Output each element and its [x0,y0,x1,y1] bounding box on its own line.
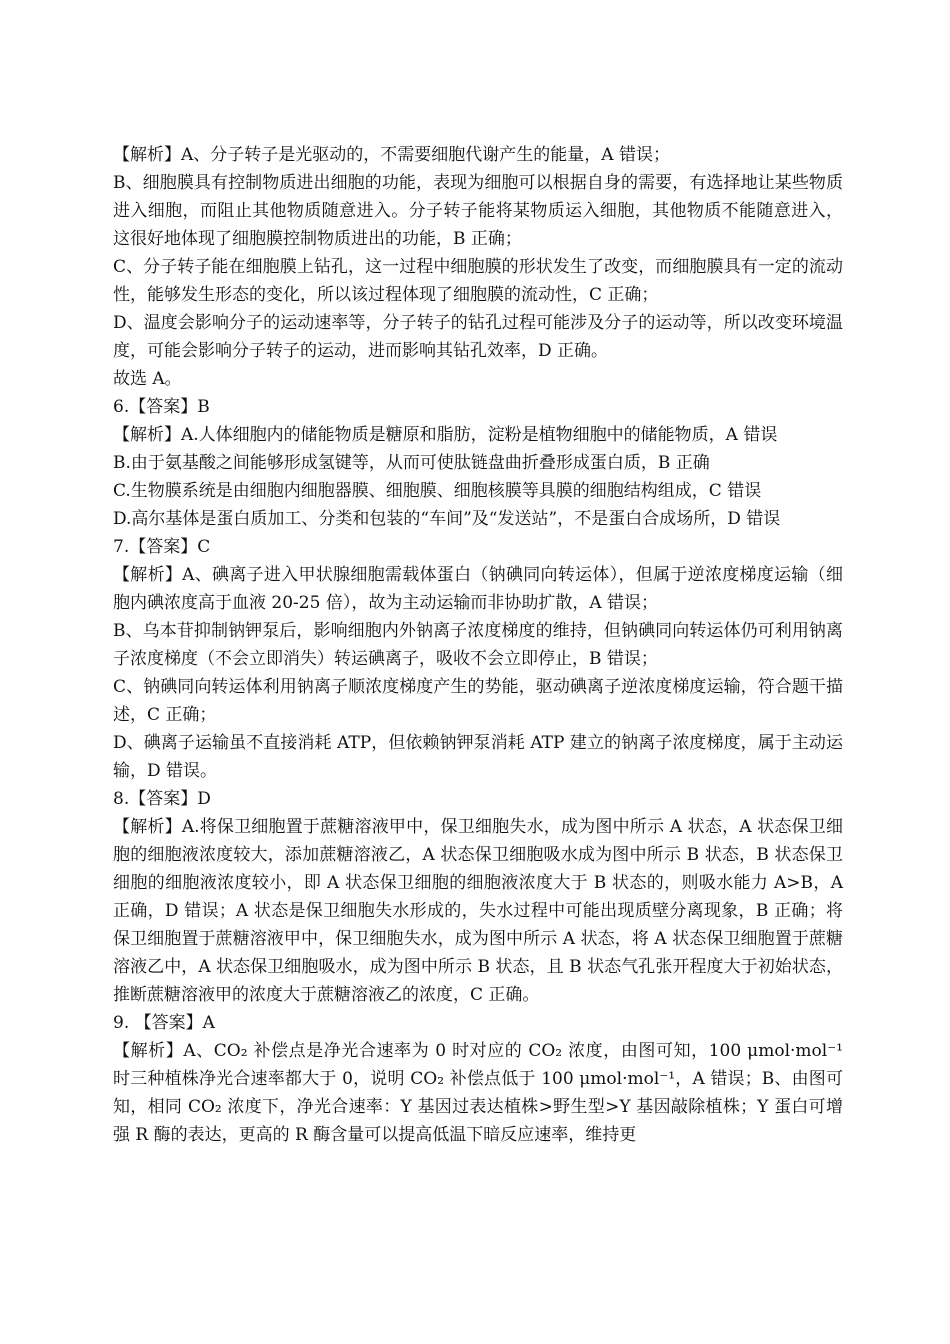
paragraph: D、温度会影响分子的运动速率等，分子转子的钻孔过程可能涉及分子的运动等，所以改变环境温度，可能会影响分子转子的运动，进而影响其钻孔效率，D 正确。 [113,313,843,361]
paragraph: 故选 A。 [113,369,182,389]
paragraph: 【解析】A、CO₂ 补偿点是净光合速率为 0 时对应的 CO₂ 浓度，由图可知，100 μmol·mol⁻¹ 时三种植株净光合速率都大于 0，说明 CO₂ 补偿点低于 100 μmol·mol⁻¹，A 错误；B、由图可知，相同 CO₂ 浓度下，净光合速率：Y 基因过表达植株>野生型>Y 基因敲除植株；Y 蛋白可增强 R 酶的表达，更高的 R 酶含量可以提高低温下暗反应速率，维持更 [113,1041,843,1145]
question-8-answer: 8.【答案】D [113,789,211,809]
paragraph: D、碘离子运输虽不直接消耗 ATP，但依赖钠钾泵消耗 ATP 建立的钠离子浓度梯度，属于主动运输，D 错误。 [113,733,843,781]
question-7-answer: 7.【答案】C [113,537,211,557]
paragraph: B.由于氨基酸之间能够形成氢键等，从而可使肽链盘曲折叠形成蛋白质，B 正确 [113,453,710,473]
paragraph: 【解析】A、分子转子是光驱动的，不需要细胞代谢产生的能量，A 错误； [113,145,670,165]
paragraph: B、乌本苷抑制钠钾泵后，影响细胞内外钠离子浓度梯度的维持，但钠碘同向转运体仍可利用钠离子浓度梯度（不会立即消失）转运碘离子，吸收不会立即停止，B 错误； [113,621,843,669]
paragraph: C.生物膜系统是由细胞内细胞器膜、细胞膜、细胞核膜等具膜的细胞结构组成，C 错误 [113,481,762,501]
paragraph: 【解析】A.人体细胞内的储能物质是糖原和脂肪，淀粉是植物细胞中的储能物质，A 错误 [113,425,778,445]
paragraph: C、钠碘同向转运体利用钠离子顺浓度梯度产生的势能，驱动碘离子逆浓度梯度运输，符合题干描述，C 正确； [113,677,843,725]
paragraph: 【解析】A、碘离子进入甲状腺细胞需载体蛋白（钠碘同向转运体），但属于逆浓度梯度运输（细胞内碘浓度高于血液 20-25 倍），故为主动运输而非协助扩散，A 错误； [113,565,843,613]
question-9-answer: 9. 【答案】A [113,1013,215,1033]
paragraph: D.高尔基体是蛋白质加工、分类和包装的“车间”及“发送站”，不是蛋白合成场所，D 错误 [113,509,781,529]
question-6-answer: 6.【答案】B [113,397,210,417]
answer-explanation-text [113,141,843,1149]
paragraph: B、细胞膜具有控制物质进出细胞的功能，表现为细胞可以根据自身的需要，有选择地让某些物质进入细胞，而阻止其他物质随意进入。分子转子能将某物质运入细胞，其他物质不能随意进入，这很好地体现了细胞膜控制物质进出的功能，B 正确； [113,173,843,249]
paragraph: C、分子转子能在细胞膜上钻孔，这一过程中细胞膜的形状发生了改变，而细胞膜具有一定的流动性，能够发生形态的变化，所以该过程体现了细胞膜的流动性，C 正确； [113,257,843,305]
paragraph: 【解析】A.将保卫细胞置于蔗糖溶液甲中，保卫细胞失水，成为图中所示 A 状态，A 状态保卫细胞的细胞液浓度较大，添加蔗糖溶液乙，A 状态保卫细胞吸水成为图中所示 B 状态，B 状态保卫细胞的细胞液浓度较小，即 A 状态保卫细胞的细胞液浓度大于 B 状态的，则吸水能力 A>B，A 正确，D 错误；A 状态是保卫细胞失水形成的，失水过程中可能出现质壁分离现象，B 正确；将保卫细胞置于蔗糖溶液甲中，保卫细胞失水，成为图中所示 A 状态，将 A 状态保卫细胞置于蔗糖溶液乙中，A 状态保卫细胞吸水，成为图中所示 B 状态，且 B 状态气孔张开程度大于初始状态，推断蔗糖溶液甲的浓度大于蔗糖溶液乙的浓度，C 正确。 [113,817,843,1005]
